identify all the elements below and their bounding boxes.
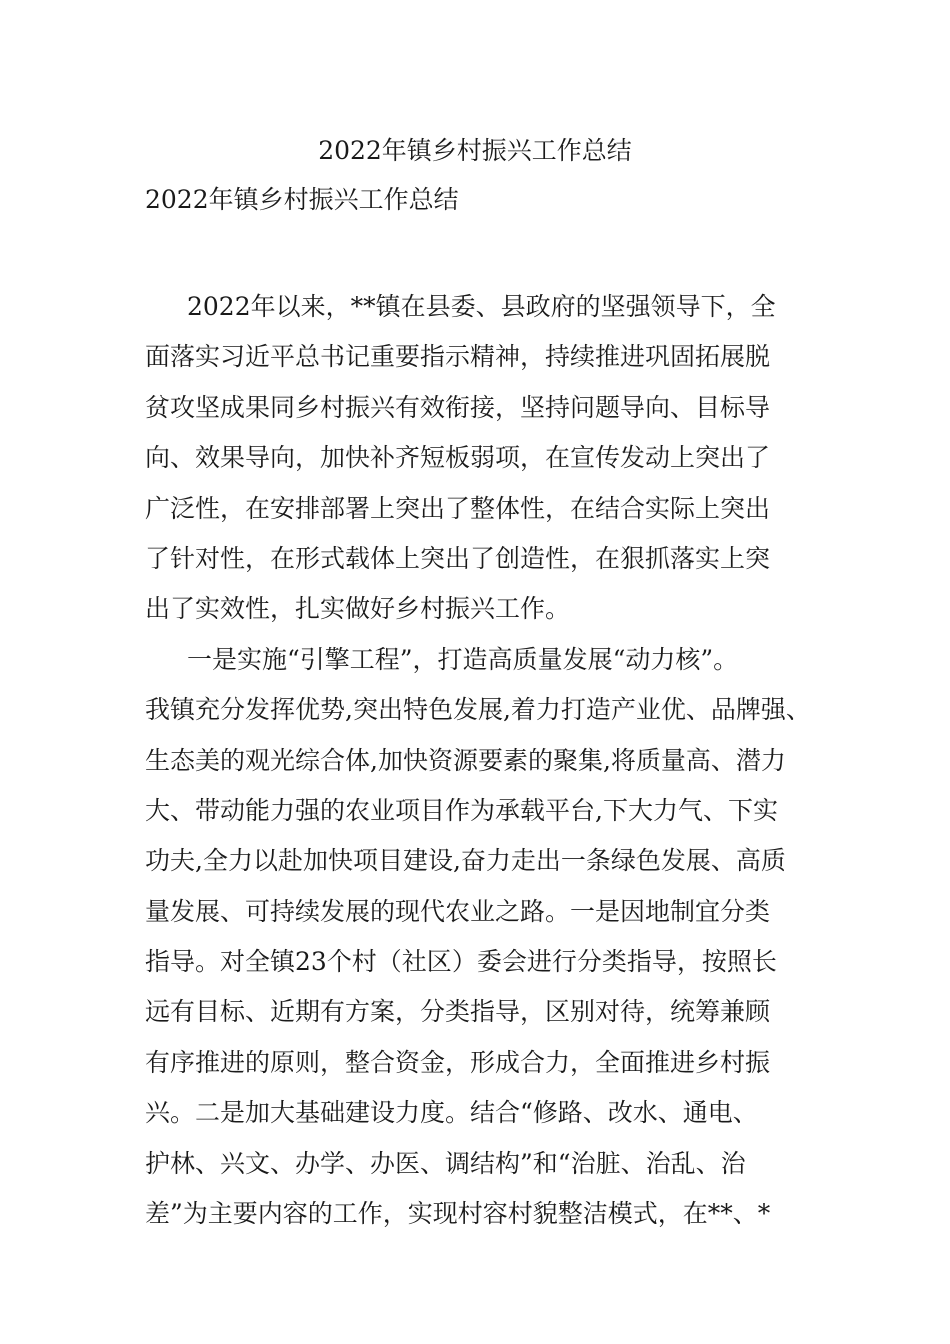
paragraph-line: 兴。二是加大基础建设力度。结合“修路、改水、通电、 [145,1098,758,1128]
paragraph-line: 量发展、可持续发展的现代农业之路。一是因地制宜分类 [145,896,771,926]
paragraph-engine-project [145,635,825,1240]
paragraph-line: 差”为主要内容的工作，实现村容村貌整洁模式，在**、* [145,1199,771,1229]
paragraph-line: 功夫,全力以赴加快项目建设,奋力走出一条绿色发展、高质 [145,846,786,876]
paragraph-line: 面落实习近平总书记重要指示精神，持续推进巩固拓展脱 [145,342,771,372]
paragraph-line: 有序推进的原则，整合资金，形成合力，全面推进乡村振 [145,1047,771,1077]
paragraph-line: 2022年以来，**镇在县委、县政府的坚强领导下，全 [187,292,776,321]
paragraph-line: 生态美的观光综合体,加快资源要素的聚集,将质量高、潜力 [145,745,786,775]
paragraph-line: 我镇充分发挥优势,突出特色发展,着力打造产业优、品牌强、 [145,695,811,725]
paragraph-line: 指导。对全镇23个村（社区）委会进行分类指导，按照长 [145,947,777,977]
paragraph-line: 了针对性，在形式载体上突出了创造性，在狠抓落实上突 [145,543,771,573]
document-body [145,282,825,1239]
paragraph-line: 护林、兴文、办学、办医、调结构”和“治脏、治乱、治 [145,1148,746,1178]
paragraph-line: 大、带动能力强的农业项目作为承载平台,下大力气、下实 [145,795,778,825]
paragraph-line: 向、效果导向，加快补齐短板弱项，在宣传发动上突出了 [145,443,771,473]
paragraph-intro [145,282,825,635]
paragraph-line: 一是实施“引擎工程”，打造高质量发展“动力核”。 [187,644,739,674]
paragraph-line: 远有目标、近期有方案，分类指导，区别对待，统筹兼顾 [145,997,771,1027]
paragraph-line: 广泛性，在安排部署上突出了整体性，在结合实际上突出 [145,493,771,523]
paragraph-line: 贫攻坚成果同乡村振兴有效衔接，坚持问题导向、目标导 [145,392,771,422]
document-subtitle: 2022年镇乡村振兴工作总结 [145,185,459,214]
paragraph-line: 出了实效性，扎实做好乡村振兴工作。 [145,594,571,624]
document-title: 2022年镇乡村振兴工作总结 [318,136,632,165]
